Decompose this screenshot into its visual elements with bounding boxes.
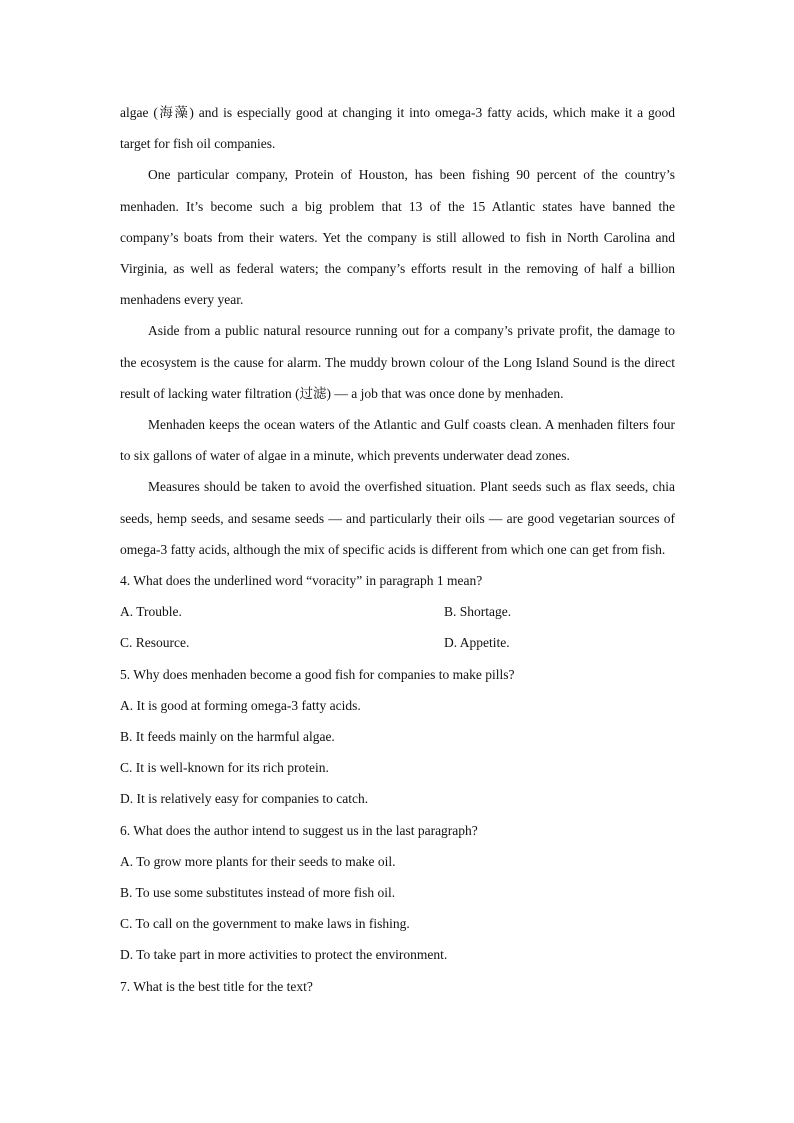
option-a: A. It is good at forming omega-3 fatty acids. bbox=[120, 697, 361, 713]
option-d: D. Appetite. bbox=[444, 635, 510, 651]
option-b: B. It feeds mainly on the harmful algae. bbox=[120, 729, 335, 745]
option-b: B. Shortage. bbox=[444, 604, 512, 620]
document-content bbox=[120, 97, 675, 1002]
passage-paragraph-ecosystem: Aside from a public natural resource running out for a company’s private profit, the damage to the ecosystem is the cause for alarm. The muddy brown colour of the Long Island Sound is the direct result of lacking water filtration (过滤) — a job that was once done by menhaden. bbox=[120, 323, 675, 401]
question-stem: 6. What does the author intend to suggest us in the last paragraph? bbox=[120, 822, 478, 838]
option-c: C. Resource. bbox=[120, 635, 190, 651]
question-stem: 7. What is the best title for the text? bbox=[120, 978, 313, 994]
passage-paragraph-filtration: Menhaden keeps the ocean waters of the Atlantic and Gulf coasts clean. A menhaden filters four to six gallons of water of algae in a minute, which prevents underwater dead zones. bbox=[120, 417, 675, 464]
option-b: B. To use some substitutes instead of more fish oil. bbox=[120, 885, 396, 901]
option-a: A. To grow more plants for their seeds to make oil. bbox=[120, 853, 396, 869]
option-row bbox=[120, 596, 675, 627]
option-d: D. To take part in more activities to protect the environment. bbox=[120, 947, 448, 963]
question-4 bbox=[120, 565, 675, 659]
question-5 bbox=[120, 659, 675, 815]
option-c: C. To call on the government to make laws in fishing. bbox=[120, 916, 410, 932]
passage-paragraph-continued: algae (海藻) and is especially good at changing it into omega-3 fatty acids, which make it a good target for fish oil companies. bbox=[120, 105, 675, 152]
question-stem: 5. Why does menhaden become a good fish for companies to make pills? bbox=[120, 666, 515, 682]
question-7 bbox=[120, 971, 675, 1002]
passage-paragraph-measures: Measures should be taken to avoid the overfished situation. Plant seeds such as flax seeds, chia seeds, hemp seeds, and sesame seeds — and particularly their oils — are good vegetarian sources of omega-3 fatty acids, although the mix of specific acids is different from which one can get from fish. bbox=[120, 479, 675, 557]
option-c: C. It is well-known for its rich protein. bbox=[120, 760, 329, 776]
question-stem: 4. What does the underlined word “voracity” in paragraph 1 mean? bbox=[120, 573, 483, 589]
question-6 bbox=[120, 815, 675, 971]
option-d: D. It is relatively easy for companies to catch. bbox=[120, 791, 369, 807]
option-a: A. Trouble. bbox=[120, 604, 182, 620]
option-row bbox=[120, 627, 675, 658]
passage-paragraph-company: One particular company, Protein of Houston, has been fishing 90 percent of the country’s menhaden. It’s become such a big problem that 13 of the 15 Atlantic states have banned the company’s boats from their waters. Yet the company is still allowed to fish in North Carolina and Virginia, as well as federal waters; the company’s efforts result in the removing of half a billion menhadens every year. bbox=[120, 167, 675, 308]
